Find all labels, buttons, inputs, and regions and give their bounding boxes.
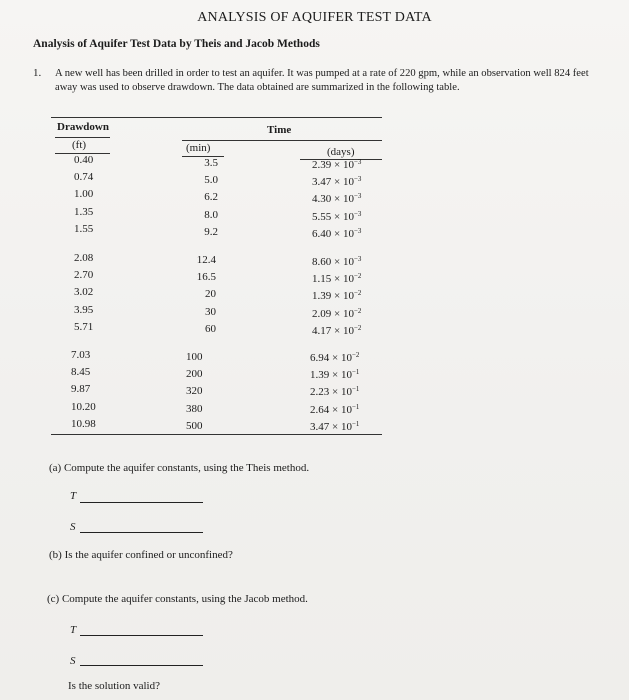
days-mantissa: 1.15 × 10 [312,273,354,286]
minutes-cell: 100 [186,351,203,363]
minutes-cell: 6.2 [204,191,218,204]
minutes-cell: 320 [186,385,203,398]
days-exponent: −3 [353,175,362,184]
drawdown-cell: 3.02 [74,286,94,299]
question-validity: Is the solution valid? [68,680,160,692]
days-cell [310,384,359,401]
drawdown-column-group-1 [74,152,93,238]
drawdown-cell: 10.20 [71,400,96,413]
question-a: (a) Compute the aquifer constants, using the Theis method. [49,462,310,474]
days-mantissa: 2.09 × 10 [312,307,354,320]
days-column-group-3 [310,350,359,436]
drawdown-cell: 1.55 [74,222,94,235]
days-cell [312,174,361,191]
minutes-cell: 3.5 [204,157,218,169]
theis-s-answer-line[interactable] [80,532,203,533]
minutes-cell: 16.5 [196,271,216,284]
days-exponent: −3 [353,158,362,166]
days-exponent: −2 [353,289,362,298]
days-mantissa: 4.30 × 10 [312,193,354,206]
days-mantissa: 1.39 × 10 [310,369,352,382]
days-exponent: −3 [353,255,362,263]
minutes-cell: 30 [205,305,216,318]
jacob-s-label: S [70,655,76,667]
jacob-s-answer-line[interactable] [80,665,203,666]
drawdown-cell: 0.40 [74,154,94,166]
days-column-group-1 [312,157,361,243]
days-unit: (days) [327,146,355,158]
minutes-column-group-1 [180,155,218,241]
days-mantissa: 8.60 × 10 [312,256,354,268]
days-cell [312,288,361,305]
drawdown-header-rule [55,137,110,138]
drawdown-cell: 8.45 [71,366,91,379]
jacob-t-label: T [70,624,77,636]
days-mantissa: 2.64 × 10 [310,403,352,416]
drawdown-cell: 10.98 [71,417,96,430]
drawdown-cell: 0.74 [74,171,94,184]
minutes-cell: 60 [205,322,216,335]
days-cell [312,306,361,323]
days-cell [312,191,361,208]
drawdown-header: Drawdown [57,121,109,133]
drawdown-unit: (ft) [72,139,87,151]
question-c: (c) Compute the aquifer constants, using the Jacob method. [47,593,308,605]
days-mantissa: 3.47 × 10 [312,176,354,189]
days-mantissa: 1.39 × 10 [312,290,354,303]
days-mantissa: 3.47 × 10 [310,420,352,433]
minutes-unit: (min) [186,142,211,154]
document-subtitle: Analysis of Aquifer Test Data by Theis and Jacob Methods [33,38,320,50]
drawdown-cell: 2.70 [74,269,94,282]
days-column-group-2 [312,254,361,340]
minutes-cell: 9.2 [204,225,218,238]
jacob-t-answer-line[interactable] [80,635,203,636]
days-cell [312,209,361,226]
theis-t-answer-line[interactable] [80,502,203,503]
days-mantissa: 4.17 × 10 [312,324,354,337]
minutes-cell: 380 [186,402,203,415]
days-cell [312,226,361,243]
theis-t-label: T [70,490,77,502]
days-cell [312,323,361,340]
drawdown-cell: 1.00 [74,188,94,201]
days-mantissa: 5.55 × 10 [312,210,354,223]
minutes-cell: 200 [186,368,203,381]
problem-text: A new well has been drilled in order to test an aquifer. It was pumped at a rate of 220 gpm, while an observation well 824 feet away was used to observe drawdown. The data obtained are summarized in the following table. [55,68,589,93]
time-header: Time [267,124,292,136]
drawdown-cell: 2.08 [74,252,94,264]
minutes-cell: 500 [186,419,203,432]
days-mantissa: 2.23 × 10 [310,386,352,399]
days-exponent: −2 [353,272,362,281]
minutes-column-group-2 [180,252,216,338]
days-exponent: −1 [351,368,360,377]
time-header-rule [182,140,382,141]
days-cell [310,350,359,367]
days-cell [312,254,361,271]
table-top-rule [51,117,382,118]
minutes-cell: 12.4 [196,254,216,266]
minutes-cell: 20 [205,288,216,301]
days-cell [312,157,361,174]
document-title: ANALYSIS OF AQUIFER TEST DATA [197,10,432,25]
days-cell [312,271,361,288]
days-cell [310,402,359,419]
drawdown-cell: 9.87 [71,383,91,396]
days-exponent: −2 [353,306,362,315]
days-exponent: −2 [351,351,360,359]
days-exponent: −3 [353,209,362,218]
drawdown-cell: 7.03 [71,349,91,361]
theis-s-label: S [70,521,76,533]
days-exponent: −1 [351,402,360,411]
minutes-column-group-3 [186,349,203,435]
drawdown-cell: 1.35 [74,205,94,218]
days-cell [310,367,359,384]
days-exponent: −3 [353,192,362,201]
drawdown-column-group-3 [71,347,96,433]
days-mantissa: 2.39 × 10 [312,159,354,171]
problem-number: 1. [33,67,42,79]
days-mantissa: 6.94 × 10 [310,352,352,364]
minutes-cell: 5.0 [204,174,218,187]
question-b: (b) Is the aquifer confined or unconfined? [49,549,233,561]
minutes-cell: 8.0 [204,208,218,221]
days-exponent: −2 [353,323,362,332]
drawdown-cell: 3.95 [74,303,94,316]
days-exponent: −1 [351,419,360,428]
days-mantissa: 6.40 × 10 [312,227,354,240]
drawdown-column-group-2 [74,250,93,336]
days-exponent: −3 [353,226,362,235]
days-exponent: −1 [351,385,360,394]
drawdown-cell: 5.71 [74,320,94,333]
table-bottom-rule [51,434,382,435]
